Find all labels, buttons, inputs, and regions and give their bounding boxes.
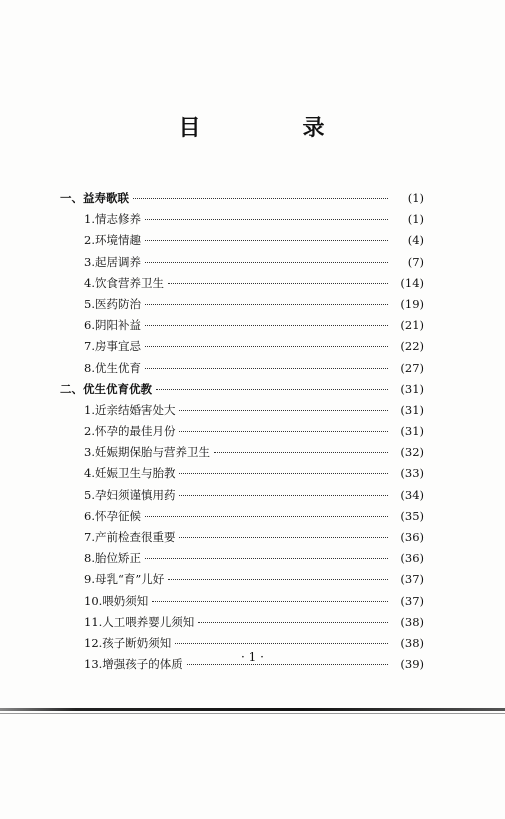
dot-leader	[179, 473, 388, 474]
toc-section-heading[interactable]	[60, 190, 424, 211]
toc-entry[interactable]	[60, 338, 424, 359]
table-of-contents	[60, 190, 424, 677]
toc-entry-label: 2.怀孕的最佳月份	[84, 424, 176, 439]
dot-leader	[168, 283, 388, 284]
toc-entry-page: (21)	[400, 318, 424, 333]
toc-entry-page: (31)	[400, 381, 424, 396]
dot-leader	[179, 537, 388, 538]
toc-entry-page: (31)	[400, 424, 424, 439]
toc-entry-page: (36)	[400, 530, 424, 544]
toc-entry[interactable]	[60, 614, 424, 635]
toc-entry-page: (35)	[400, 508, 424, 523]
toc-entry[interactable]	[60, 508, 424, 529]
toc-entry-label: 5.孕妇须谨慎用药	[84, 487, 176, 502]
dot-leader	[179, 495, 388, 496]
toc-section-heading[interactable]	[60, 381, 424, 402]
dot-leader	[145, 346, 388, 347]
toc-entry-label: 一、益寿歌联	[60, 191, 129, 205]
dot-leader	[145, 219, 388, 220]
dot-leader	[133, 198, 388, 199]
toc-entry[interactable]	[60, 402, 424, 423]
toc-entry-label: 12.孩子断奶须知	[84, 635, 172, 650]
page-title: 目 录	[178, 115, 365, 141]
toc-entry-label: 10.喂奶须知	[84, 593, 149, 608]
toc-entry[interactable]	[60, 423, 424, 444]
toc-entry-page: (27)	[400, 360, 424, 375]
dot-leader	[175, 643, 388, 644]
toc-entry[interactable]	[60, 254, 424, 275]
toc-entry-label: 5.医药防治	[84, 296, 141, 311]
toc-entry-label: 3.妊娠期保胎与营养卫生	[84, 445, 210, 460]
bottom-rule	[0, 708, 505, 711]
toc-entry[interactable]	[60, 360, 424, 381]
toc-entry-label: 4.妊娠卫生与胎教	[84, 466, 176, 481]
dot-leader	[156, 389, 388, 390]
toc-entry-page: (37)	[400, 572, 424, 587]
toc-entry-page: (38)	[400, 614, 424, 629]
toc-entry[interactable]	[60, 529, 424, 550]
toc-entry-page: (22)	[400, 339, 424, 354]
toc-entry-page: (31)	[400, 402, 424, 417]
toc-entry-page: (4)	[407, 233, 424, 248]
toc-entry-page: (1)	[407, 212, 424, 227]
toc-entry-label: 1.情志修养	[84, 212, 141, 227]
dot-leader	[168, 579, 388, 580]
toc-entry-page: (38)	[400, 635, 424, 650]
toc-entry-page: (32)	[400, 445, 424, 460]
toc-entry-label: 1.近亲结婚害处大	[84, 402, 176, 417]
toc-entry-label: 7.产前检查很重要	[84, 530, 176, 544]
dot-leader	[145, 325, 388, 326]
toc-entry[interactable]	[60, 275, 424, 296]
toc-entry-page: (14)	[400, 275, 424, 290]
dot-leader	[179, 410, 388, 411]
toc-entry[interactable]	[60, 593, 424, 614]
toc-entry[interactable]	[60, 317, 424, 338]
toc-entry-page: (37)	[400, 593, 424, 608]
toc-entry-label: 4.饮食营养卫生	[84, 275, 164, 290]
dot-leader	[145, 262, 388, 263]
toc-entry[interactable]	[60, 232, 424, 253]
toc-entry-page: (36)	[400, 551, 424, 566]
toc-entry[interactable]	[60, 465, 424, 486]
toc-entry-page: (7)	[407, 254, 424, 269]
toc-entry[interactable]	[60, 487, 424, 508]
dot-leader	[198, 622, 388, 623]
dot-leader	[187, 664, 388, 665]
toc-entry-label: 13.增强孩子的体质	[84, 657, 183, 672]
toc-entry-page: (19)	[400, 296, 424, 311]
toc-entry-page: (33)	[400, 466, 424, 481]
dot-leader	[145, 558, 388, 559]
toc-entry[interactable]	[60, 444, 424, 465]
toc-entry[interactable]	[60, 211, 424, 232]
toc-entry-label: 2.环境情趣	[84, 233, 141, 248]
dot-leader	[145, 368, 388, 369]
toc-entry-label: 7.房事宜忌	[84, 339, 141, 354]
toc-entry-label: 3.起居调养	[84, 254, 141, 269]
toc-entry-label: 6.怀孕征候	[84, 508, 141, 523]
dot-leader	[145, 516, 388, 517]
dot-leader	[145, 304, 388, 305]
toc-entry-label: 8.胎位矫正	[84, 551, 141, 566]
toc-entry-label: 6.阴阳补益	[84, 318, 141, 333]
dot-leader	[145, 240, 388, 241]
toc-entry[interactable]	[60, 296, 424, 317]
dot-leader	[152, 601, 388, 602]
toc-entry[interactable]	[60, 571, 424, 592]
toc-entry-label: 11.人工喂养婴儿须知	[84, 614, 195, 629]
toc-entry-label: 8.优生优育	[84, 360, 141, 375]
page-number: · 1 ·	[241, 650, 264, 664]
bottom-rule-thin	[0, 713, 505, 714]
toc-entry[interactable]	[60, 550, 424, 571]
toc-entry-label: 二、优生优育优教	[60, 381, 152, 396]
toc-entry-label: 9.母乳“育”儿好	[84, 572, 165, 587]
toc-entry-page: (34)	[400, 487, 424, 502]
dot-leader	[179, 431, 388, 432]
toc-entry-page: (1)	[407, 191, 424, 205]
toc-entry-page: (39)	[400, 657, 424, 672]
dot-leader	[214, 452, 388, 453]
